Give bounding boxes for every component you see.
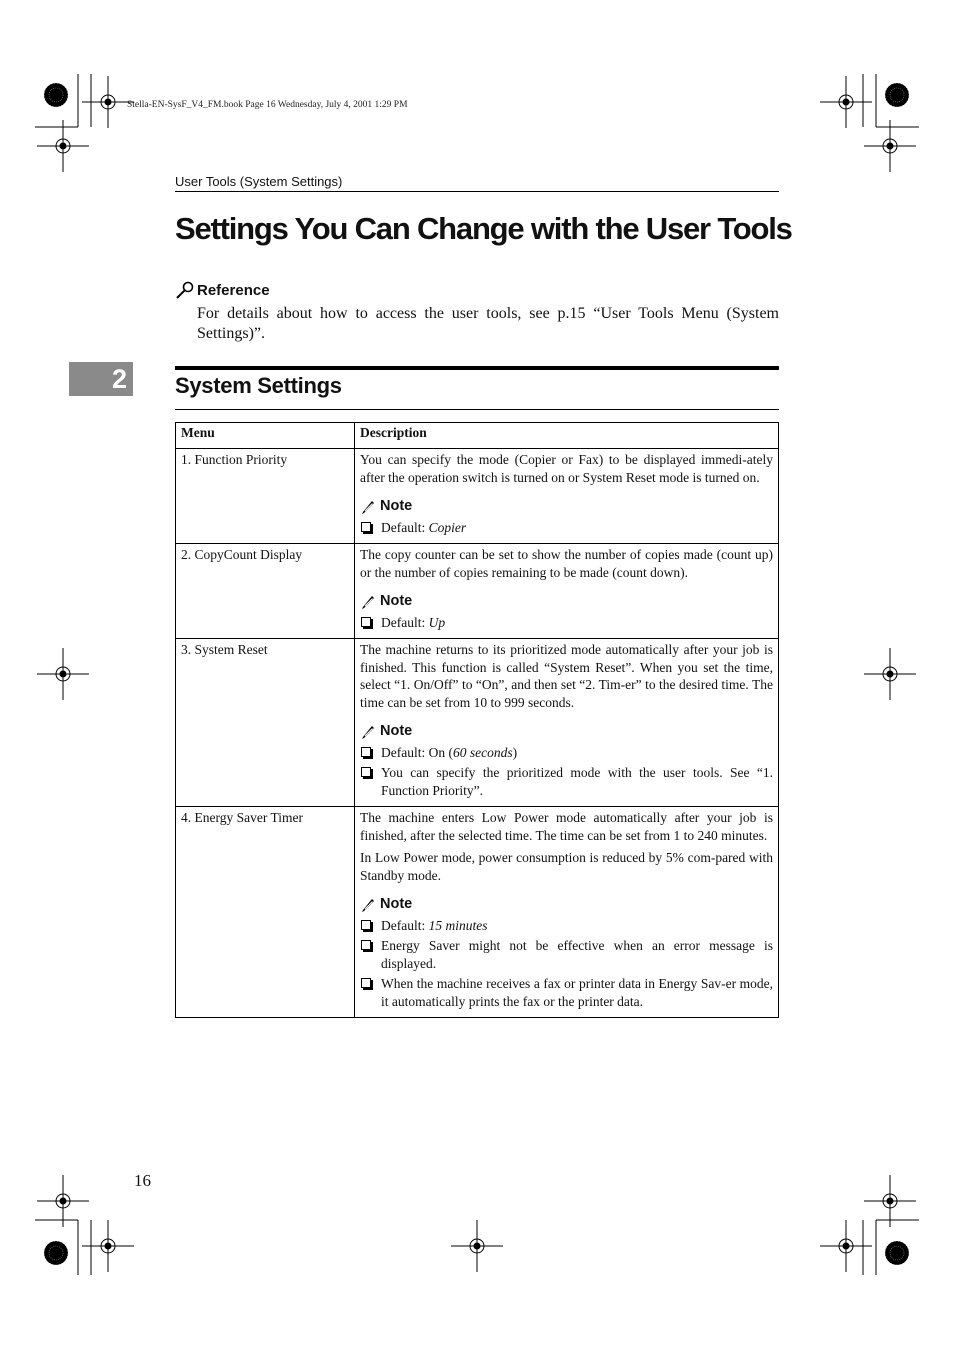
note-text-main: Default: On ( — [381, 744, 453, 760]
page-title: Settings You Can Change with the User Tools — [175, 211, 792, 246]
note-item — [360, 614, 773, 632]
description-cell — [355, 639, 779, 807]
description-cell — [355, 449, 779, 544]
note-value: 15 minutes — [428, 917, 488, 933]
note-item — [360, 937, 773, 972]
note-value: Up — [428, 614, 446, 630]
chapter-tab: 2 — [69, 362, 133, 396]
note-value: 60 seconds — [452, 744, 513, 760]
book-header: Stella-EN-SysF_V4_FM.book Page 16 Wednesday, July 4, 2001 1:29 PM — [127, 100, 408, 110]
note-suffix: ) — [512, 744, 518, 760]
note-text-main: Energy Saver might not be effective when an error message is displayed. — [381, 938, 773, 971]
description-paragraph: You can specify the mode (Copier or Fax) to be displayed immedi-ately after the operation switch is turned on or System Reset mode is turned on. — [360, 452, 773, 485]
note-text — [381, 937, 773, 972]
note-text — [381, 519, 466, 537]
note-item — [360, 519, 773, 537]
note-text-main: When the machine receives a fax or printer data in Energy Sav-er mode, it automatically prints the fax or the printer data. — [381, 976, 773, 1009]
section-title: System Settings — [175, 373, 342, 398]
reference-block — [175, 281, 779, 344]
page-number: 16 — [134, 1171, 151, 1190]
table-row — [176, 639, 779, 807]
pencil-note-icon — [360, 897, 376, 913]
description-cell — [355, 544, 779, 639]
description-paragraph: The machine enters Low Power mode automatically after your job is finished, after the selected time. The time can be set from 1 to 240 minutes. — [360, 810, 773, 843]
running-head: User Tools (System Settings) — [175, 174, 779, 192]
checkbox-bullet-icon — [361, 747, 371, 757]
note-text-main: Default: — [381, 917, 429, 933]
note-label: Note — [380, 896, 413, 912]
note-text — [381, 917, 487, 935]
note-item — [360, 744, 773, 762]
menu-cell: 3. System Reset — [176, 639, 355, 807]
checkbox-bullet-icon — [361, 940, 371, 950]
table-header-row — [176, 423, 779, 449]
note-text — [381, 744, 517, 762]
checkbox-bullet-icon — [361, 920, 371, 930]
note-label: Note — [380, 723, 413, 739]
pencil-note-icon — [360, 499, 376, 515]
note-heading — [360, 593, 773, 611]
note-text-main: Default: — [381, 519, 429, 535]
reference-heading — [175, 281, 779, 299]
magnifier-icon — [175, 281, 195, 299]
checkbox-bullet-icon — [361, 522, 371, 532]
note-item — [360, 917, 773, 935]
table-body — [176, 449, 779, 1018]
note-label: Note — [380, 593, 413, 609]
note-label: Note — [380, 498, 413, 514]
description-cell — [355, 807, 779, 1018]
column-header-description: Description — [355, 423, 779, 449]
note-heading — [360, 896, 773, 914]
note-heading — [360, 723, 773, 741]
menu-cell: 1. Function Priority — [176, 449, 355, 544]
checkbox-bullet-icon — [361, 978, 371, 988]
table-row — [176, 807, 779, 1018]
checkbox-bullet-icon — [361, 617, 371, 627]
note-value: Copier — [428, 519, 467, 535]
note-item — [360, 764, 773, 799]
description-paragraph: The machine returns to its prioritized mode automatically after your job is finished. This function is called “System Reset”. When you set the time, select “1. On/Off” to “On”, and then set “2. Tim-er” to the desired time. The time can be set from 10 to 999 seconds. — [360, 642, 773, 710]
menu-cell: 4. Energy Saver Timer — [176, 807, 355, 1018]
note-heading — [360, 498, 773, 516]
reference-label: Reference — [197, 281, 270, 299]
table-row — [176, 449, 779, 544]
pencil-note-icon — [360, 594, 376, 610]
checkbox-bullet-icon — [361, 767, 371, 777]
menu-cell: 2. CopyCount Display — [176, 544, 355, 639]
column-header-menu: Menu — [176, 423, 355, 449]
note-item — [360, 975, 773, 1010]
reference-text: For details about how to access the user tools, see p.15 “User Tools Menu (System Settings)”. — [197, 305, 779, 342]
pencil-note-icon — [360, 724, 376, 740]
description-paragraph: The copy counter can be set to show the number of copies made (count up) or the number of copies remaining to be made (count down). — [360, 547, 773, 580]
note-text — [381, 975, 773, 1010]
description-paragraph: In Low Power mode, power consumption is reduced by 5% com-pared with Standby mode. — [360, 850, 773, 883]
note-text-main: Default: — [381, 614, 429, 630]
section-rule — [175, 409, 779, 410]
table-row — [176, 544, 779, 639]
note-text — [381, 764, 773, 799]
section-rule — [175, 366, 779, 370]
note-text-main: You can specify the prioritized mode with the user tools. See “1. Function Priority”. — [381, 765, 773, 798]
note-text — [381, 614, 445, 632]
settings-table — [175, 422, 779, 1018]
